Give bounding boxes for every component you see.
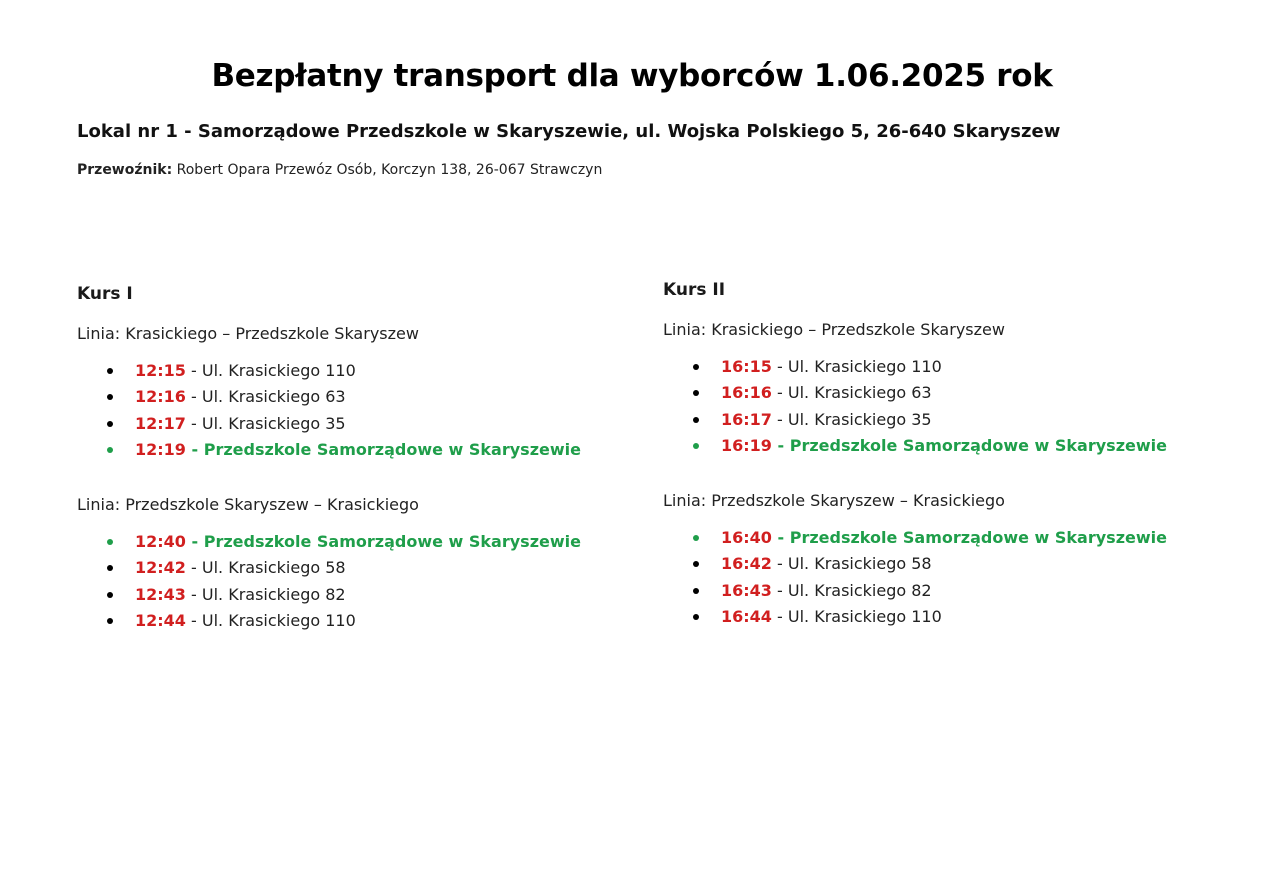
stop-time: 12:44 (135, 611, 186, 631)
bullet-icon (693, 417, 699, 423)
stop-time: 12:19 (135, 439, 186, 459)
stop-name: - Ul. Krasickiego 110 (771, 607, 942, 627)
polling-station-address: Lokal nr 1 - Samorządowe Przedszkole w Skaryszewie, ul. Wojska Polskiego 5, 26-640 Skaryszew (77, 121, 1061, 142)
bullet-icon (693, 614, 699, 620)
stop-list-item (663, 604, 1203, 630)
stop-time: 16:15 (721, 357, 772, 376)
stop-name: - Ul. Krasickiego 82 (771, 580, 932, 600)
kurs-1-line-b-name: Linia: Przedszkole Skaryszew – Krasickiego (77, 495, 419, 515)
bullet-icon (693, 390, 699, 396)
stop-list-item (663, 407, 1203, 433)
kurs-1-line-a-name: Linia: Krasickiego – Przedszkole Skaryszew (77, 324, 419, 343)
stop-time: 16:19 (721, 435, 772, 455)
stop-name: - Ul. Krasickiego 63 (185, 387, 346, 407)
kurs-2-line-a-name: Linia: Krasickiego – Przedszkole Skaryszew (663, 320, 1005, 339)
bullet-icon (693, 535, 699, 541)
stop-time: 12:42 (135, 558, 186, 578)
stop-list-item-destination (77, 529, 617, 555)
bullet-icon (107, 592, 113, 598)
bullet-icon (693, 364, 699, 370)
stop-time: 12:15 (135, 361, 186, 380)
stop-list-item (77, 608, 617, 634)
kurs-1-line-b-stops (77, 529, 617, 634)
carrier-value: Robert Opara Przewóz Osób, Korczyn 138, 26-067 Strawczyn (172, 162, 603, 178)
stop-name: - Przedszkole Samorządowe w Skaryszewie (185, 439, 581, 459)
stop-list-item (663, 551, 1203, 577)
stop-list-item (663, 354, 1203, 380)
carrier-label: Przewoźnik: (77, 162, 173, 178)
bullet-icon (693, 561, 699, 567)
stop-name: - Przedszkole Samorządowe w Skaryszewie (771, 435, 1167, 455)
kurs-1-line-a-stops (77, 358, 617, 463)
page-title: Bezpłatny transport dla wyborców 1.06.2025 rok (211, 58, 1053, 94)
stop-name: - Ul. Krasickiego 110 (185, 361, 356, 380)
stop-name: - Ul. Krasickiego 58 (771, 554, 932, 574)
stop-name: - Ul. Krasickiego 110 (771, 357, 942, 376)
stop-list-item-destination (663, 433, 1203, 459)
stop-time: 16:40 (721, 528, 772, 548)
stop-list-item-destination (663, 525, 1203, 551)
bullet-icon (107, 394, 113, 400)
stop-list-item (77, 555, 617, 581)
stop-name: - Ul. Krasickiego 63 (771, 383, 932, 403)
stop-time: 16:16 (721, 383, 772, 403)
kurs-2-line-a-stops (663, 354, 1203, 459)
kurs-2-title: Kurs II (663, 280, 726, 300)
bullet-icon (107, 447, 113, 453)
stop-list-item-destination (77, 437, 617, 463)
kurs-1-title: Kurs I (77, 284, 133, 304)
stop-name: - Ul. Krasickiego 35 (185, 413, 346, 433)
kurs-2-line-b-stops (663, 525, 1203, 630)
stop-list-item (663, 578, 1203, 604)
stop-time: 12:40 (135, 532, 186, 552)
kurs-2-line-b-name: Linia: Przedszkole Skaryszew – Krasickiego (663, 491, 1005, 511)
stop-time: 12:43 (135, 584, 186, 604)
stop-time: 16:17 (721, 409, 772, 429)
stop-time: 16:43 (721, 580, 772, 600)
stop-name: - Ul. Krasickiego 35 (771, 409, 932, 429)
stop-list-item (77, 384, 617, 410)
bullet-icon (693, 588, 699, 594)
stop-name: - Ul. Krasickiego 58 (185, 558, 346, 578)
bullet-icon (107, 539, 113, 545)
bullet-icon (107, 421, 113, 427)
kurs-2-section (663, 280, 1203, 662)
stop-name: - Ul. Krasickiego 82 (185, 584, 346, 604)
bullet-icon (107, 565, 113, 571)
stop-time: 16:44 (721, 607, 772, 627)
stop-list-item (77, 411, 617, 437)
stop-list-item (663, 380, 1203, 406)
stop-time: 16:42 (721, 554, 772, 574)
stop-name: - Ul. Krasickiego 110 (185, 611, 356, 631)
carrier-info (77, 162, 602, 178)
stop-time: 12:16 (135, 387, 186, 407)
bullet-icon (107, 618, 113, 624)
stop-list-item (77, 582, 617, 608)
stop-name: - Przedszkole Samorządowe w Skaryszewie (185, 532, 581, 552)
stop-name: - Przedszkole Samorządowe w Skaryszewie (771, 528, 1167, 548)
bullet-icon (107, 368, 113, 374)
stop-time: 12:17 (135, 413, 186, 433)
stop-list-item (77, 358, 617, 384)
kurs-1-section (77, 284, 617, 666)
bullet-icon (693, 443, 699, 449)
